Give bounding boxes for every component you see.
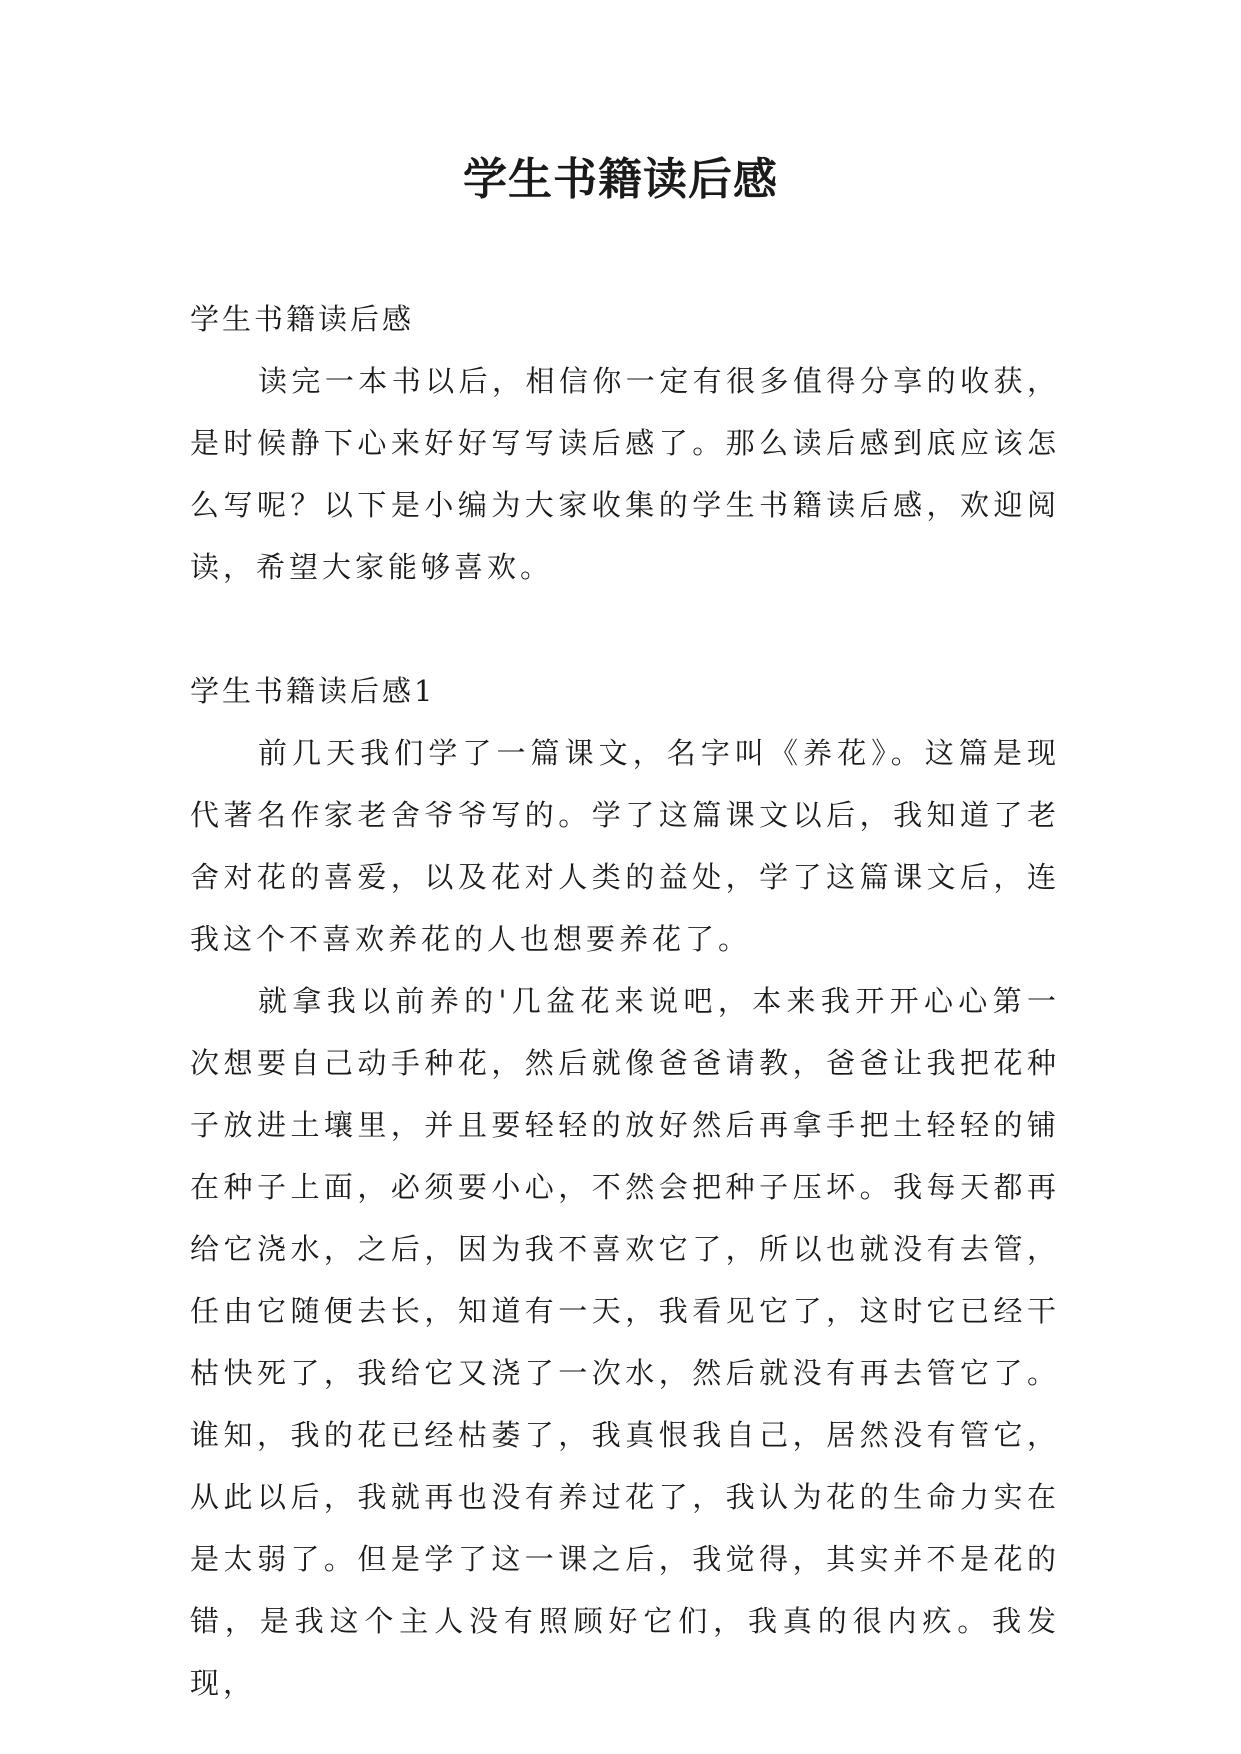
section1-heading: 学生书籍读后感1 [190,674,436,708]
document-body [190,288,1060,1714]
section1-paragraph-1: 前几天我们学了一篇课文，名字叫《养花》。这篇是现代著名作家老舍爷爷写的。学了这篇课文以后，我知道了老舍对花的喜爱，以及花对人类的益处，学了这篇课文后，连我这个不喜欢养花的人也想要养花了。 [190,736,1060,956]
document-title: 学生书籍读后感 [463,154,778,205]
intro-paragraph: 读完一本书以后，相信你一定有很多值得分享的收获，是时候静下心来好好写写读后感了。那么读后感到底应该怎么写呢？以下是小编为大家收集的学生书籍读后感，欢迎阅读，希望大家能够喜欢。 [190,364,1060,584]
section1-paragraph-2: 就拿我以前养的'几盆花来说吧，本来我开开心心第一次想要自己动手种花，然后就像爸爸请教，爸爸让我把花种子放进土壤里，并且要轻轻的放好然后再拿手把土轻轻的铺在种子上面，必须要小心，不然会把种子压坏。我每天都再给它浇水，之后，因为我不喜欢它了，所以也就没有去管，任由它随便去长，知道有一天，我看见它了，这时它已经干枯快死了，我给它又浇了一次水，然后就没有再去管它了。谁知，我的花已经枯萎了，我真恨我自己，居然没有管它，从此以后，我就再也没有养过花了，我认为花的生命力实在是太弱了。但是学了这一课之后，我觉得，其实并不是花的错，是我这个主人没有照顾好它们，我真的很内疚。我发现， [190,984,1060,1700]
intro-heading: 学生书籍读后感 [190,302,415,336]
section-spacer [190,598,1060,660]
